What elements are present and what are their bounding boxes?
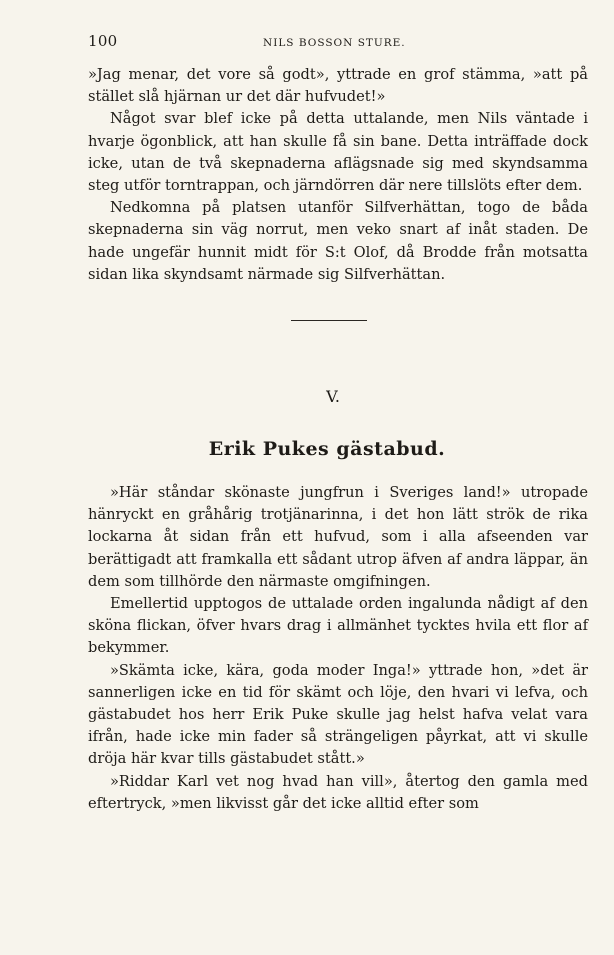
chapter-text [88, 482, 588, 815]
paragraph: Emellertid upptogos de uttalade orden ingalunda nådigt af den sköna flickan, öfver hvars drag i allmänhet tycktes hvila ett flor af bekymmer. [88, 595, 588, 657]
chapter-number: V. [326, 387, 340, 407]
paragraph: »Skämta icke, kära, goda moder Inga!» yttrade hon, »det är sannerligen icke en tid för skämt och löje, den hvari vi lefva, och gästabudet hos herr Erik Puke skulle jag helst hafva velat vara ifrån, hade icke min fader så strängeligen påyrkat, att vi skulle dröja här kvar tills gästabudet stått.» [88, 661, 588, 768]
paragraph: Nedkomna på platsen utanför Silfverhättan, togo de båda skepnaderna sin väg norrut, men veko snart af inåt staden. De hade ungefär hunnit midt för S:t Olof, då Brodde från motsatta sidan lika skyndsamt närmade sig Silfverhättan. [88, 199, 588, 283]
chapter-title: Erik Pukes gästabud. [208, 438, 446, 461]
paragraph: »Riddar Karl vet nog hvad han vill», återtog den gamla med eftertryck, »men likvisst går det icke alltid efter som [88, 772, 588, 812]
running-head: NILS BOSSON STURE. [263, 37, 406, 49]
section-text [88, 64, 588, 286]
page-number: 100 [88, 32, 118, 50]
paragraph: »Här ståndar skönaste jungfrun i Sveriges land!» utropade hänryckt en gråhårig trotjänarinna, i det hon lätt strök de rika lockarna åt sidan från ett hufvud, som i alla afseenden var berättigadt att framkalla ett sådant utrop äfven af andra läppar, än dem som tillhörde den närmaste omgifningen. [88, 484, 588, 590]
section-divider [291, 320, 367, 321]
paragraph: »Jag menar, det vore så godt», yttrade en grof stämma, »att på stället slå hjärnan ur det där hufvudet!» [88, 66, 588, 106]
page-header [88, 30, 588, 60]
paragraph: Något svar blef icke på detta uttalande, men Nils väntade i hvarje ögonblick, att han skulle få sin bane. Detta inträffade dock icke, utan de två skepnaderna aflägsnade sig med skyndsamma steg utför torntrappan, och järndörren där nere tillslöts efter dem. [88, 110, 588, 195]
